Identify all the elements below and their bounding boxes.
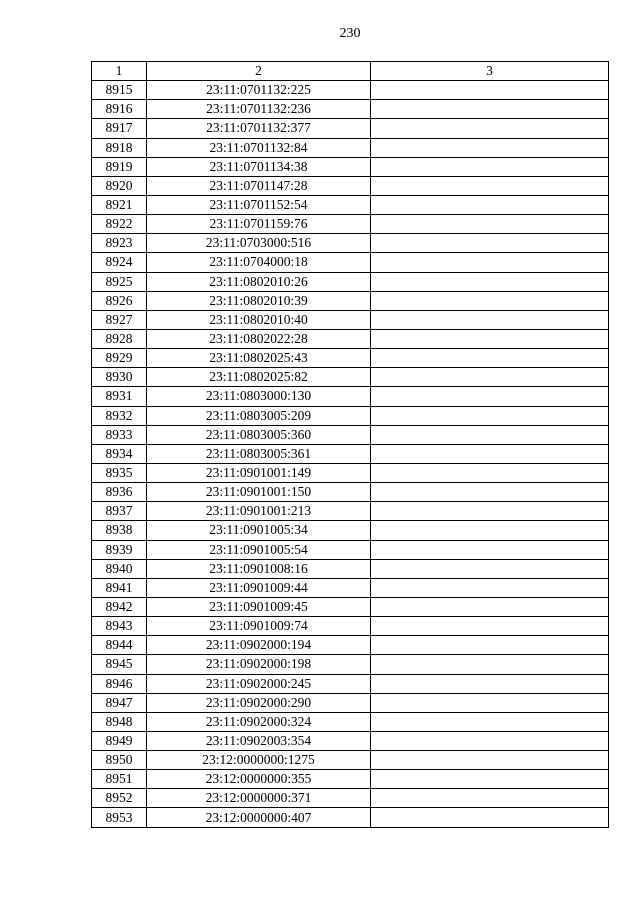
table-row [92, 387, 609, 406]
table-row [92, 483, 609, 502]
notes-cell [371, 463, 609, 482]
notes-cell [371, 387, 609, 406]
table-row [92, 310, 609, 329]
row-number-cell: 8940 [92, 559, 147, 578]
notes-cell [371, 425, 609, 444]
cadastral-number-cell: 23:12:0000000:407 [147, 808, 371, 827]
cadastral-number-cell: 23:11:0802010:26 [147, 272, 371, 291]
row-number-cell: 8952 [92, 789, 147, 808]
table-row [92, 176, 609, 195]
table-body [92, 81, 609, 827]
row-number-cell: 8944 [92, 636, 147, 655]
cadastral-number-cell: 23:11:0703000:516 [147, 234, 371, 253]
table-row [92, 712, 609, 731]
cadastral-number-cell: 23:11:0902000:194 [147, 636, 371, 655]
row-number-cell: 8921 [92, 195, 147, 214]
table-row [92, 463, 609, 482]
cadastral-number-cell: 23:11:0701152:54 [147, 195, 371, 214]
cadastral-number-cell: 23:11:0803000:130 [147, 387, 371, 406]
cadastral-number-cell: 23:11:0802022:28 [147, 329, 371, 348]
notes-cell [371, 751, 609, 770]
table-header [92, 62, 609, 81]
table-row [92, 559, 609, 578]
notes-cell [371, 272, 609, 291]
table-row [92, 215, 609, 234]
cadastral-number-cell: 23:11:0701132:236 [147, 100, 371, 119]
table-row [92, 540, 609, 559]
row-number-cell: 8927 [92, 310, 147, 329]
notes-cell [371, 712, 609, 731]
notes-cell [371, 597, 609, 616]
cadastral-number-cell: 23:11:0901009:74 [147, 617, 371, 636]
cadastral-number-cell: 23:11:0704000:18 [147, 253, 371, 272]
row-number-cell: 8929 [92, 349, 147, 368]
notes-cell [371, 195, 609, 214]
notes-cell [371, 636, 609, 655]
table-row [92, 119, 609, 138]
notes-cell [371, 502, 609, 521]
row-number-cell: 8949 [92, 731, 147, 750]
notes-cell [371, 559, 609, 578]
cadastral-number-cell: 23:11:0901001:213 [147, 502, 371, 521]
notes-cell [371, 693, 609, 712]
row-number-cell: 8925 [92, 272, 147, 291]
table-row [92, 291, 609, 310]
table-row [92, 329, 609, 348]
table-row [92, 81, 609, 100]
table-row [92, 502, 609, 521]
row-number-cell: 8950 [92, 751, 147, 770]
table-row [92, 731, 609, 750]
page-number: 230 [339, 26, 361, 41]
table-row [92, 674, 609, 693]
table-row [92, 368, 609, 387]
row-number-cell: 8948 [92, 712, 147, 731]
row-number-cell: 8930 [92, 368, 147, 387]
cadastral-number-cell: 23:11:0701147:28 [147, 176, 371, 195]
row-number-cell: 8920 [92, 176, 147, 195]
table-row [92, 138, 609, 157]
notes-cell [371, 291, 609, 310]
cadastral-number-cell: 23:11:0802010:39 [147, 291, 371, 310]
notes-cell [371, 789, 609, 808]
cadastral-number-cell: 23:11:0902000:245 [147, 674, 371, 693]
row-number-cell: 8936 [92, 483, 147, 502]
row-number-cell: 8919 [92, 157, 147, 176]
cadastral-number-cell: 23:11:0701159:76 [147, 215, 371, 234]
table-row [92, 693, 609, 712]
notes-cell [371, 100, 609, 119]
row-number-cell: 8917 [92, 119, 147, 138]
notes-cell [371, 368, 609, 387]
notes-cell [371, 406, 609, 425]
notes-cell [371, 617, 609, 636]
row-number-cell: 8931 [92, 387, 147, 406]
row-number-cell: 8935 [92, 463, 147, 482]
notes-cell [371, 329, 609, 348]
row-number-cell: 8951 [92, 770, 147, 789]
row-number-cell: 8942 [92, 597, 147, 616]
row-number-cell: 8941 [92, 578, 147, 597]
row-number-cell: 8946 [92, 674, 147, 693]
cadastral-number-cell: 23:11:0802010:40 [147, 310, 371, 329]
notes-cell [371, 655, 609, 674]
table-row [92, 617, 609, 636]
table-row [92, 234, 609, 253]
cadastral-number-cell: 23:11:0701132:84 [147, 138, 371, 157]
row-number-cell: 8943 [92, 617, 147, 636]
row-number-cell: 8937 [92, 502, 147, 521]
cadastral-number-cell: 23:11:0701132:225 [147, 81, 371, 100]
row-number-cell: 8923 [92, 234, 147, 253]
table-row [92, 349, 609, 368]
cadastral-number-cell: 23:11:0902000:324 [147, 712, 371, 731]
row-number-cell: 8916 [92, 100, 147, 119]
cadastral-number-cell: 23:11:0901009:44 [147, 578, 371, 597]
row-number-cell: 8938 [92, 521, 147, 540]
notes-cell [371, 808, 609, 827]
notes-cell [371, 731, 609, 750]
table-row [92, 751, 609, 770]
table-row [92, 578, 609, 597]
table-row [92, 789, 609, 808]
notes-cell [371, 253, 609, 272]
notes-cell [371, 176, 609, 195]
cadastral-number-cell: 23:11:0701132:377 [147, 119, 371, 138]
table-row [92, 195, 609, 214]
notes-cell [371, 578, 609, 597]
cadastral-number-cell: 23:11:0901008:16 [147, 559, 371, 578]
cadastral-number-cell: 23:11:0701134:38 [147, 157, 371, 176]
row-number-cell: 8918 [92, 138, 147, 157]
cadastral-number-cell: 23:11:0902000:290 [147, 693, 371, 712]
notes-cell [371, 310, 609, 329]
table-row [92, 157, 609, 176]
cadastral-number-cell: 23:11:0803005:209 [147, 406, 371, 425]
table-row [92, 100, 609, 119]
table-row [92, 770, 609, 789]
cadastral-number-cell: 23:11:0901005:34 [147, 521, 371, 540]
cadastral-number-cell: 23:11:0901001:150 [147, 483, 371, 502]
notes-cell [371, 215, 609, 234]
row-number-cell: 8953 [92, 808, 147, 827]
notes-cell [371, 521, 609, 540]
cadastral-number-cell: 23:11:0902000:198 [147, 655, 371, 674]
row-number-cell: 8915 [92, 81, 147, 100]
cadastral-number-cell: 23:12:0000000:355 [147, 770, 371, 789]
table-row [92, 597, 609, 616]
notes-cell [371, 444, 609, 463]
notes-cell [371, 234, 609, 253]
row-number-cell: 8934 [92, 444, 147, 463]
row-number-cell: 8939 [92, 540, 147, 559]
notes-cell [371, 674, 609, 693]
cadastral-number-cell: 23:12:0000000:371 [147, 789, 371, 808]
row-number-cell: 8928 [92, 329, 147, 348]
row-number-cell: 8924 [92, 253, 147, 272]
table-row [92, 655, 609, 674]
notes-cell [371, 81, 609, 100]
cadastral-number-cell: 23:11:0901001:149 [147, 463, 371, 482]
table-row [92, 444, 609, 463]
row-number-cell: 8926 [92, 291, 147, 310]
row-number-cell: 8947 [92, 693, 147, 712]
row-number-cell: 8932 [92, 406, 147, 425]
cadastral-number-cell: 23:11:0803005:361 [147, 444, 371, 463]
table-row [92, 808, 609, 827]
column-header-2: 2 [147, 62, 371, 81]
column-header-1: 1 [92, 62, 147, 81]
notes-cell [371, 119, 609, 138]
notes-cell [371, 770, 609, 789]
registry-table [91, 61, 609, 828]
row-number-cell: 8933 [92, 425, 147, 444]
notes-cell [371, 157, 609, 176]
cadastral-number-cell: 23:11:0901005:54 [147, 540, 371, 559]
cadastral-number-cell: 23:11:0802025:82 [147, 368, 371, 387]
table-row [92, 253, 609, 272]
header-row [92, 62, 609, 81]
column-header-3: 3 [371, 62, 609, 81]
notes-cell [371, 349, 609, 368]
notes-cell [371, 483, 609, 502]
notes-cell [371, 138, 609, 157]
table-row [92, 272, 609, 291]
row-number-cell: 8945 [92, 655, 147, 674]
table-row [92, 521, 609, 540]
row-number-cell: 8922 [92, 215, 147, 234]
table-row [92, 425, 609, 444]
cadastral-number-cell: 23:12:0000000:1275 [147, 751, 371, 770]
table-row [92, 406, 609, 425]
table-row [92, 636, 609, 655]
cadastral-number-cell: 23:11:0901009:45 [147, 597, 371, 616]
cadastral-number-cell: 23:11:0902003:354 [147, 731, 371, 750]
cadastral-number-cell: 23:11:0802025:43 [147, 349, 371, 368]
cadastral-number-cell: 23:11:0803005:360 [147, 425, 371, 444]
notes-cell [371, 540, 609, 559]
